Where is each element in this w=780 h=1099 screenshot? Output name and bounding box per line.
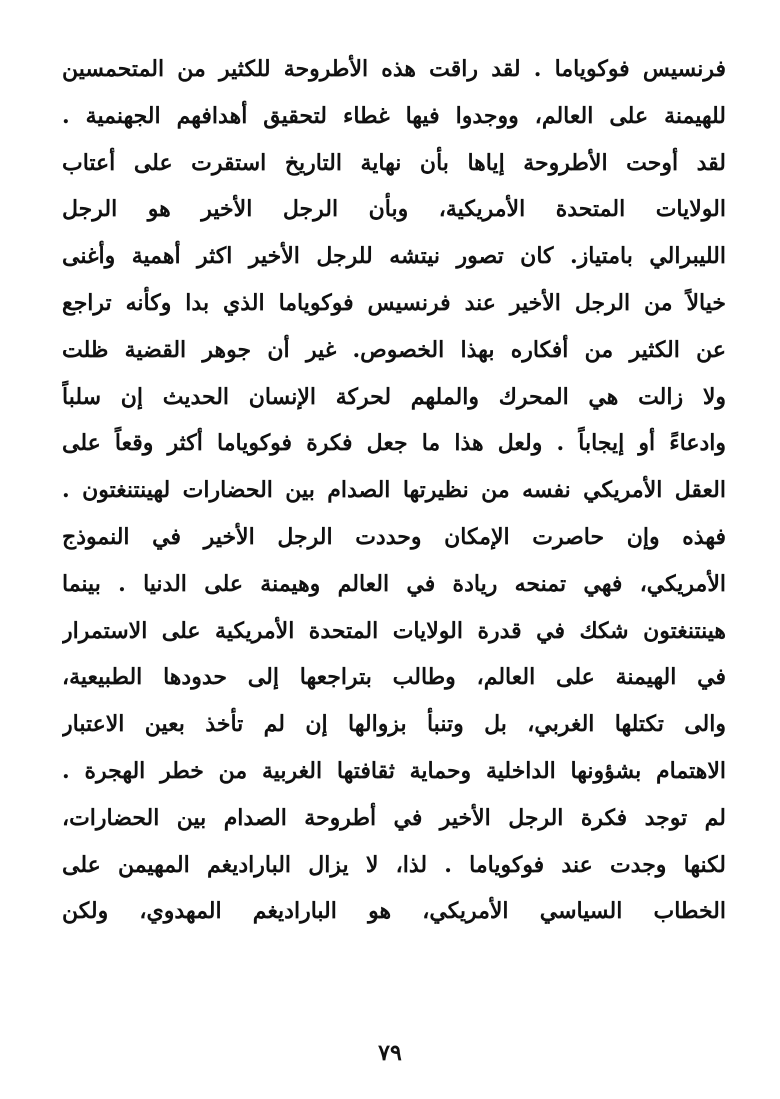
text-line: فرنسيس فوكوياما . لقد راقت هذه الأطروحة للكثير من المتحمسين <box>62 56 726 82</box>
text-line: ولا زالت هي المحرك والملهم لحركة الإنسان الحديث إن سلباً <box>62 383 726 410</box>
text-line: الولايات المتحدة الأمريكية، وبأن الرجل الأخير هو الرجل <box>62 196 726 223</box>
text-line: العقل الأمريكي نفسه من نظيرتها الصدام بين الحضارات لهينتنغتون . <box>62 477 726 504</box>
text-line: وادعاءً أو إيجاباً . ولعل هذا ما جعل فكرة فوكوياما أكثر وقعاً على <box>62 430 726 457</box>
text-line: عن الكثير من أفكاره بهذا الخصوص. غير أن جوهر القضية ظلت <box>62 336 726 363</box>
body-text <box>62 46 726 935</box>
text-line: الأمريكي، فهي تمنحه ريادة في العالم وهيمنة على الدنيا . بينما <box>62 570 726 597</box>
text-line: للهيمنة على العالم، ووجدوا فيها غطاء لتحقيق أهدافهم الجهنمية . <box>62 102 726 129</box>
text-line: خيالاً من الرجل الأخير عند فرنسيس فوكوياما الذي بدا وكأنه تراجع <box>62 289 726 316</box>
text-line: لكنها وجدت عند فوكوياما . لذا، لا يزال البارادیغم المهيمن على <box>62 851 726 878</box>
text-line: الخطاب السياسي الأمريكي، هو البارادیغم المهدوي، ولكن <box>62 898 726 925</box>
text-line: لم توجد فكرة الرجل الأخير في أطروحة الصدام بين الحضارات، <box>62 804 726 831</box>
text-line: لقد أوحت الأطروحة إياها بأن نهاية التاريخ استقرت على أعتاب <box>62 149 726 176</box>
text-line: فهذه وإن حاصرت الإمكان وحددت الرجل الأخير في النموذج <box>62 523 726 550</box>
text-line: الاهتمام بشؤونها الداخلية وحماية ثقافتها الغربية من خطر الهجرة . <box>62 757 726 784</box>
text-line: والى تكتلها الغربي، بل وتنبأ بزوالها إن لم تأخذ بعين الاعتبار <box>62 711 726 738</box>
text-line: الليبرالي بامتياز. كان تصور نيتشه للرجل الأخير اكثر أهمية وأغنى <box>62 243 726 270</box>
text-line: في الهيمنة على العالم، وطالب بتراجعها إلى حدودها الطبيعية، <box>62 664 726 691</box>
text-line: هينتنغتون شكك في قدرة الولايات المتحدة الأمريكية على الاستمرار <box>62 617 726 644</box>
page-number: ٧٩ <box>378 1040 402 1066</box>
